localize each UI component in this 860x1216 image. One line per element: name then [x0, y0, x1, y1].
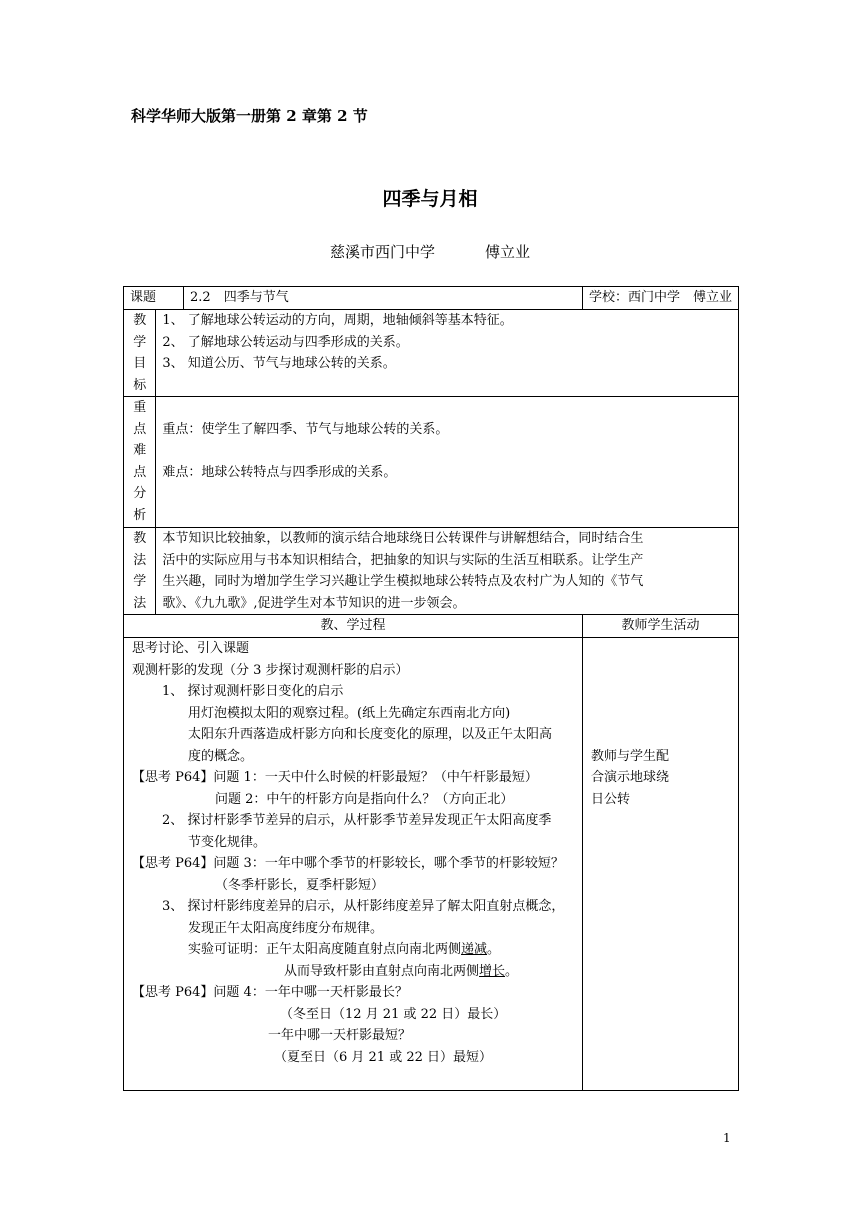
topic-row: [124, 287, 739, 310]
key-points-row: [124, 397, 739, 528]
topic-value: 2.2 四季与节气: [184, 287, 583, 310]
process-content: [124, 638, 583, 1091]
process-line: 度的概念。: [188, 748, 254, 764]
goal-item: 2、 了解地球公转运动与四季形成的关系。: [162, 334, 409, 350]
difficulty-point: 难点：地球公转特点与四季形成的关系。: [162, 464, 397, 480]
method-line: 活中的实际应用与书本知识相结合，把抽象的知识与实际的生活互相联系。让学生产: [162, 552, 644, 568]
topic-label: 课题: [124, 287, 184, 310]
chapter-header: 科学华师大版第一册第 2 章第 2 节: [131, 107, 368, 125]
author-name: 傅立业: [485, 243, 531, 261]
process-line: （冬季杆影长，夏季杆影短）: [215, 877, 385, 893]
process-line: 一年中哪一天杆影最短？: [268, 1028, 412, 1043]
activity-content: [582, 638, 738, 1091]
page-number: 1: [723, 1131, 731, 1145]
process-line: （冬至日（12 月 21 或 22 日）最长）: [280, 1006, 507, 1022]
process-line: 太阳东升西落造成杆影方向和长度变化的原理，以及正午太阳高: [188, 727, 553, 742]
method-row: [124, 528, 739, 615]
process-line: 节变化规律。: [188, 834, 267, 850]
activity-line: 日公转: [590, 791, 630, 807]
underlined-term: 递减: [461, 942, 488, 957]
key-points-label: 重 点 难 点 分 析: [124, 397, 156, 528]
method-label: 教 法 学 法: [124, 528, 156, 615]
goal-item: 1、 了解地球公转运动的方向，周期，地轴倾斜等基本特征。: [162, 313, 513, 328]
author-school: 慈溪市西门中学: [330, 243, 436, 261]
process-line: 从而导致杆影由直射点向南北两侧增长。: [284, 963, 519, 979]
process-line: 用灯泡模拟太阳的观察过程。(纸上先确定东西南北方向): [188, 705, 511, 721]
process-header: 教、学过程: [124, 615, 583, 638]
key-point: 重点：使学生了解四季、节气与地球公转的关系。: [162, 421, 449, 437]
method-line: 生兴趣，同时为增加学生学习兴趣让学生模拟地球公转特点及农村广为人知的《节气: [162, 574, 644, 589]
goals-content: [156, 310, 739, 397]
process-line: 【思考 P64】问题 1：一天中什么时候的杆影最短？（中午杆影最短）: [132, 770, 538, 785]
activity-line: 教师与学生配: [590, 748, 669, 764]
method-content: [156, 528, 739, 615]
lesson-title: 四季与月相: [382, 188, 478, 210]
process-line: 1、 探讨观测杆影日变化的启示: [162, 684, 344, 699]
process-line: 发现正午太阳高度纬度分布规律。: [188, 920, 384, 936]
process-line: （夏至日（6 月 21 或 22 日）最短）: [274, 1049, 493, 1065]
process-row: [124, 638, 739, 1091]
process-line: 3、 探讨杆影纬度差异的启示，从杆影纬度差异了解太阳直射点概念，: [162, 899, 565, 914]
process-line: 问题 2：中午的杆影方向是指向什么？（方向正北）: [215, 791, 514, 807]
process-line: 【思考 P64】问题 4：一年中哪一天杆影最长？: [132, 985, 408, 1000]
method-line: 本节知识比较抽象，以教师的演示结合地球绕日公转课件与讲解想结合，同时结合生: [162, 531, 644, 546]
underlined-term: 增长: [479, 963, 506, 979]
topic-school: 学校：西门中学 傅立业: [582, 287, 738, 310]
method-line: 歌》、《九九歌》,促进学生对本节知识的进一步领会。: [162, 595, 466, 611]
key-points-content: [156, 397, 739, 528]
author-line: [330, 241, 530, 262]
process-line: 实验可证明：正午太阳高度随直射点向南北两侧递减。: [188, 942, 501, 957]
goal-item: 3、 知道公历、节气与地球公转的关系。: [162, 356, 396, 371]
process-line: 观测杆影的发现（分 3 步探讨观测杆影的启示）: [132, 662, 409, 678]
process-line: 2、 探讨杆影季节差异的启示，从杆影季节差异发现正午太阳高度季: [162, 813, 552, 828]
process-header-row: [124, 615, 739, 638]
lesson-plan-table: [123, 286, 739, 1091]
process-line: 思考讨论、引入课题: [132, 641, 250, 656]
goals-label: 教 学 目 标: [124, 310, 156, 397]
activity-line: 合演示地球绕: [590, 770, 669, 785]
activity-header: 教师学生活动: [582, 615, 738, 638]
goals-row: [124, 310, 739, 397]
process-line: 【思考 P64】问题 3：一年中哪个季节的杆影较长，哪个季节的杆影较短？: [132, 856, 564, 871]
